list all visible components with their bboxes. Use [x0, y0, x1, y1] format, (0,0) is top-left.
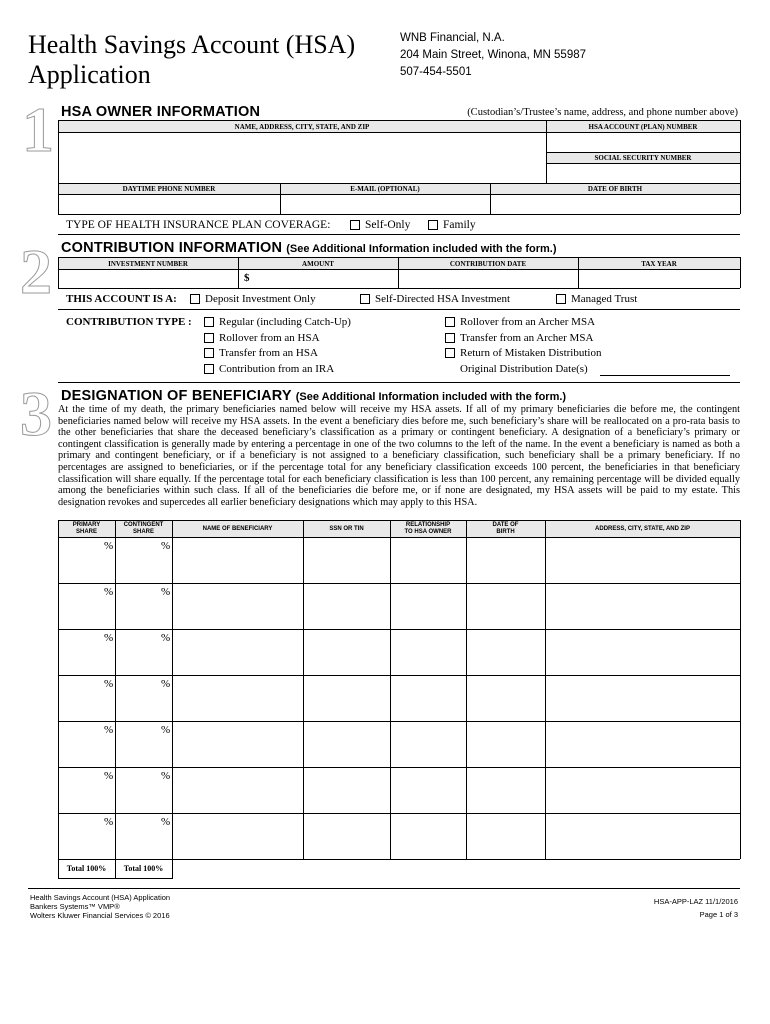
- contingent-percent: %: [161, 770, 171, 782]
- coverage-self-checkbox[interactable]: [350, 220, 360, 230]
- ira-checkbox[interactable]: [204, 364, 214, 374]
- managed-trust-label: Managed Trust: [571, 293, 638, 305]
- primary-percent: %: [104, 540, 114, 552]
- coverage-label: TYPE OF HEALTH INSURANCE PLAN COVERAGE:: [66, 219, 331, 231]
- ssn-label: SOCIAL SECURITY NUMBER: [594, 154, 692, 162]
- investment-number-field[interactable]: [59, 270, 237, 287]
- coverage-family-checkbox[interactable]: [428, 220, 438, 230]
- return-mistaken-checkbox[interactable]: [445, 348, 455, 358]
- account-number-label: HSA ACCOUNT (PLAN) NUMBER: [588, 123, 698, 131]
- beneficiary-dob-header-l2: BIRTH: [496, 529, 515, 535]
- account-number-field[interactable]: [547, 133, 739, 151]
- institution-name: WNB Financial, N.A.: [400, 32, 505, 44]
- dollar-sign: $: [244, 272, 250, 284]
- beneficiary-paragraph: At the time of my death, the primary beneficiaries named below will receive my HSA assets. If all of my primary beneficiaries die before me, the contingent beneficiaries named below will receive my HSA assets. In the event a beneficiary dies before me, such beneficiary’s share will be reallocated on a pro-rata basis to the other beneficiaries that share the deceased beneficiary’s classification as a primary or contingent beneficiary. A designation of a beneficiary’s primary or contingent classification is generally made by entering a percentage in one of the two columns to the left of the name. In the event a beneficiary is named as both a primary and contingent beneficiary, or if a beneficiary is not assigned to a beneficiary classification, such beneficiary shall be a primary beneficiary. If no percentages are assigned to beneficiaries, or if the percentage total for any beneficiary classification exceeds 100 percent, the beneficiaries in that beneficiary classification will share equally. If the percentage total for each beneficiary classification is less than 100 percent, any remaining percentage will be divided equally among the beneficiaries within such class. If all of the beneficiaries die before me, or if none are designated, my HSA assets will be paid to my estate. This designation revokes and supercedes all earlier beneficiary designations which may apply to this HSA.: [58, 404, 740, 508]
- rollover-archer-checkbox[interactable]: [445, 317, 455, 327]
- dob-field[interactable]: [491, 195, 739, 213]
- total-primary: Total 100%: [66, 864, 107, 873]
- transfer-hsa-checkbox[interactable]: [204, 348, 214, 358]
- rollover-archer-label: Rollover from an Archer MSA: [460, 316, 596, 328]
- section2-sub: (See Additional Information included with the form.): [286, 243, 557, 255]
- contingent-percent: %: [161, 816, 171, 828]
- section3-sub: (See Additional Information included with the form.): [295, 391, 567, 403]
- deposit-checkbox[interactable]: [190, 294, 200, 304]
- primary-percent: %: [104, 724, 114, 736]
- dob-label: DATE OF BIRTH: [587, 185, 643, 193]
- institution-phone: 507-454-5501: [400, 66, 472, 78]
- section-number-1: 1: [22, 94, 54, 165]
- contingent-percent: %: [161, 586, 171, 598]
- amount-label: AMOUNT: [302, 260, 334, 268]
- section1-note: (Custodian’s/Trustee’s name, address, and phone number above): [467, 107, 738, 118]
- contingent-percent: %: [161, 540, 171, 552]
- primary-percent: %: [104, 586, 114, 598]
- regular-checkbox[interactable]: [204, 317, 214, 327]
- page-title-line1: Health Savings Account (HSA): [28, 30, 356, 59]
- contingent-share-header-l1: CONTINGENT: [123, 522, 164, 528]
- footer-copyright: Wolters Kluwer Financial Services © 2016: [30, 911, 170, 920]
- contingent-share-header-l2: SHARE: [132, 529, 154, 535]
- ira-label: Contribution from an IRA: [219, 363, 335, 375]
- contribution-date-field[interactable]: [399, 270, 577, 287]
- primary-percent: %: [104, 770, 114, 782]
- contingent-percent: %: [161, 678, 171, 690]
- relationship-header-l2: TO HSA OWNER: [404, 529, 452, 535]
- coverage-self-label: Self-Only: [365, 219, 411, 231]
- primary-share-header-l2: SHARE: [75, 529, 97, 535]
- transfer-archer-checkbox[interactable]: [445, 333, 455, 343]
- original-distribution-label: Original Distribution Date(s): [460, 363, 588, 375]
- amount-field[interactable]: [252, 270, 397, 287]
- primary-share-header-l1: PRIMARY: [72, 522, 101, 528]
- account-is-label: THIS ACCOUNT IS A:: [66, 293, 177, 305]
- footer-page-number: Page 1 of 3: [699, 910, 738, 919]
- coverage-family-label: Family: [443, 219, 476, 231]
- tax-year-label: TAX YEAR: [641, 260, 677, 268]
- page-title-line2: Application: [28, 60, 151, 89]
- beneficiary-dob-header-l1: DATE OF: [492, 522, 519, 528]
- ssn-tin-header: SSN OR TIN: [329, 526, 364, 532]
- section-number-2: 2: [20, 236, 52, 307]
- primary-percent: %: [104, 632, 114, 644]
- institution-block: [400, 30, 586, 81]
- contribution-date-label: CONTRIBUTION DATE: [449, 260, 527, 268]
- primary-percent: %: [104, 678, 114, 690]
- section1-heading: HSA OWNER INFORMATION: [61, 104, 261, 120]
- email-field[interactable]: [281, 195, 489, 213]
- deposit-label: Deposit Investment Only: [205, 293, 316, 305]
- transfer-hsa-label: Transfer from an HSA: [219, 347, 318, 359]
- section2-heading: CONTRIBUTION INFORMATION: [61, 240, 283, 256]
- email-label: E-MAIL (OPTIONAL): [350, 185, 420, 193]
- ssn-field[interactable]: [547, 164, 739, 182]
- owner-name-label: NAME, ADDRESS, CITY, STATE, AND ZIP: [234, 123, 370, 131]
- total-contingent: Total 100%: [123, 864, 164, 873]
- section-number-3: 3: [20, 378, 52, 449]
- footer-vendor: Bankers Systems™ VMP®: [30, 902, 120, 911]
- return-mistaken-label: Return of Mistaken Distribution: [460, 347, 602, 359]
- contingent-percent: %: [161, 724, 171, 736]
- tax-year-field[interactable]: [579, 270, 739, 287]
- phone-label: DAYTIME PHONE NUMBER: [122, 185, 216, 193]
- page-title: [28, 30, 355, 90]
- relationship-header-l1: RELATIONSHIP: [405, 522, 451, 528]
- footer-form-name: Health Savings Account (HSA) Application: [30, 893, 171, 902]
- primary-percent: %: [104, 816, 114, 828]
- rollover-hsa-label: Rollover from an HSA: [219, 332, 320, 344]
- investment-number-label: INVESTMENT NUMBER: [108, 260, 188, 268]
- contingent-percent: %: [161, 632, 171, 644]
- owner-name-field[interactable]: [59, 133, 545, 182]
- phone-field[interactable]: [59, 195, 279, 213]
- contribution-type-label: CONTRIBUTION TYPE :: [66, 316, 192, 328]
- rollover-hsa-checkbox[interactable]: [204, 333, 214, 343]
- beneficiary-address-header: ADDRESS, CITY, STATE, AND ZIP: [595, 526, 690, 532]
- managed-trust-checkbox[interactable]: [556, 294, 566, 304]
- self-directed-checkbox[interactable]: [360, 294, 370, 304]
- beneficiary-name-header: NAME OF BENEFICIARY: [202, 526, 273, 532]
- original-distribution-field[interactable]: [600, 375, 730, 376]
- regular-label: Regular (including Catch-Up): [219, 316, 351, 328]
- institution-address: 204 Main Street, Winona, MN 55987: [400, 49, 587, 61]
- self-directed-label: Self-Directed HSA Investment: [375, 293, 511, 305]
- transfer-archer-label: Transfer from an Archer MSA: [460, 332, 594, 344]
- section3-heading: DESIGNATION OF BENEFICIARY: [61, 388, 292, 404]
- footer-form-code: HSA-APP-LAZ 11/1/2016: [653, 897, 738, 906]
